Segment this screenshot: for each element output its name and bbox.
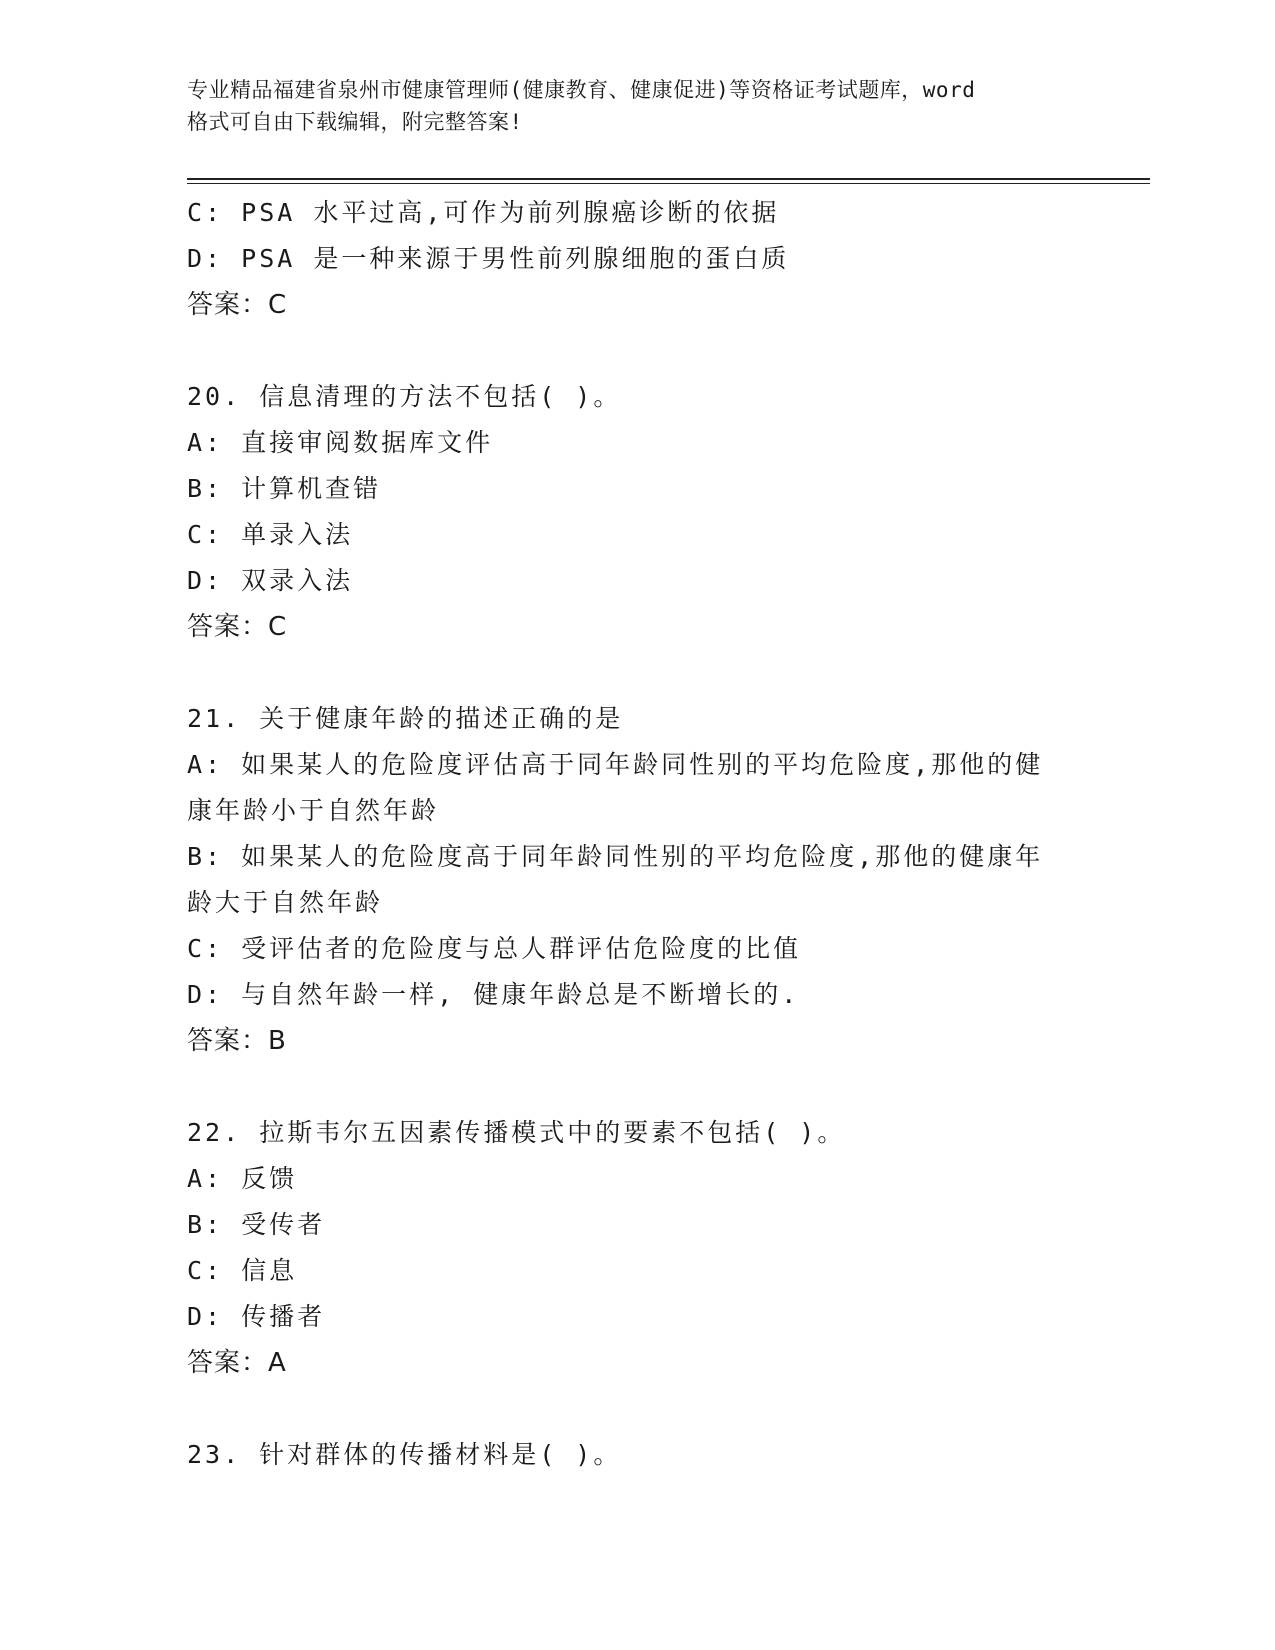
q21-stem: 21. 关于健康年龄的描述正确的是: [187, 704, 624, 733]
q23-stem: 23. 针对群体的传播材料是( )。: [187, 1440, 622, 1469]
q20-option-a: A: 直接审阅数据库文件: [187, 428, 494, 457]
q22-option-d: D: 传播者: [187, 1302, 326, 1331]
question-23: [187, 1432, 1087, 1478]
q21-answer: 答案：B: [187, 1026, 287, 1056]
question-20: [187, 374, 1087, 650]
q22-option-b: B: 受传者: [187, 1210, 326, 1239]
header-divider-thin: [187, 183, 1150, 184]
header-line-2: 格式可自由下载编辑，附完整答案!: [187, 110, 523, 134]
q19-option-d: D: PSA 是一种来源于男性前列腺细胞的蛋白质: [187, 244, 790, 273]
header-line-1: 专业精品福建省泉州市健康管理师(健康教育、健康促进)等资格证考试题库，word: [187, 78, 976, 102]
header-divider-thick: [187, 178, 1150, 180]
q20-option-c: C: 单录入法: [187, 520, 354, 549]
q22-option-a: A: 反馈: [187, 1164, 298, 1193]
question-list: [187, 190, 1087, 1478]
question-21: [187, 696, 1087, 1064]
q22-stem: 22. 拉斯韦尔五因素传播模式中的要素不包括( )。: [187, 1118, 846, 1147]
q21-option-c: C: 受评估者的危险度与总人群评估危险度的比值: [187, 934, 802, 963]
q22-option-c: C: 信息: [187, 1256, 298, 1285]
question-19-tail: [187, 190, 1087, 328]
q21-option-b-line-1: B: 如果某人的危险度高于同年龄同性别的平均危险度,那他的健康年: [187, 842, 1044, 871]
page-header: [187, 74, 1087, 138]
q21-option-a-line-2: 康年龄小于自然年龄: [187, 796, 440, 825]
q21-option-a-line-1: A: 如果某人的危险度评估高于同年龄同性别的平均危险度,那他的健: [187, 750, 1044, 779]
q20-option-b: B: 计算机查错: [187, 474, 382, 503]
q22-answer: 答案：A: [187, 1348, 287, 1378]
q19-option-c: C: PSA 水平过高,可作为前列腺癌诊断的依据: [187, 198, 780, 227]
q20-answer: 答案：C: [187, 612, 288, 642]
q19-answer: 答案：C: [187, 290, 288, 320]
q20-stem: 20. 信息清理的方法不包括( )。: [187, 382, 622, 411]
question-22: [187, 1110, 1087, 1386]
q21-option-d: D: 与自然年龄一样, 健康年龄总是不断增长的.: [187, 980, 800, 1009]
q20-option-d: D: 双录入法: [187, 566, 354, 595]
q21-option-b-line-2: 龄大于自然年龄: [187, 888, 384, 917]
